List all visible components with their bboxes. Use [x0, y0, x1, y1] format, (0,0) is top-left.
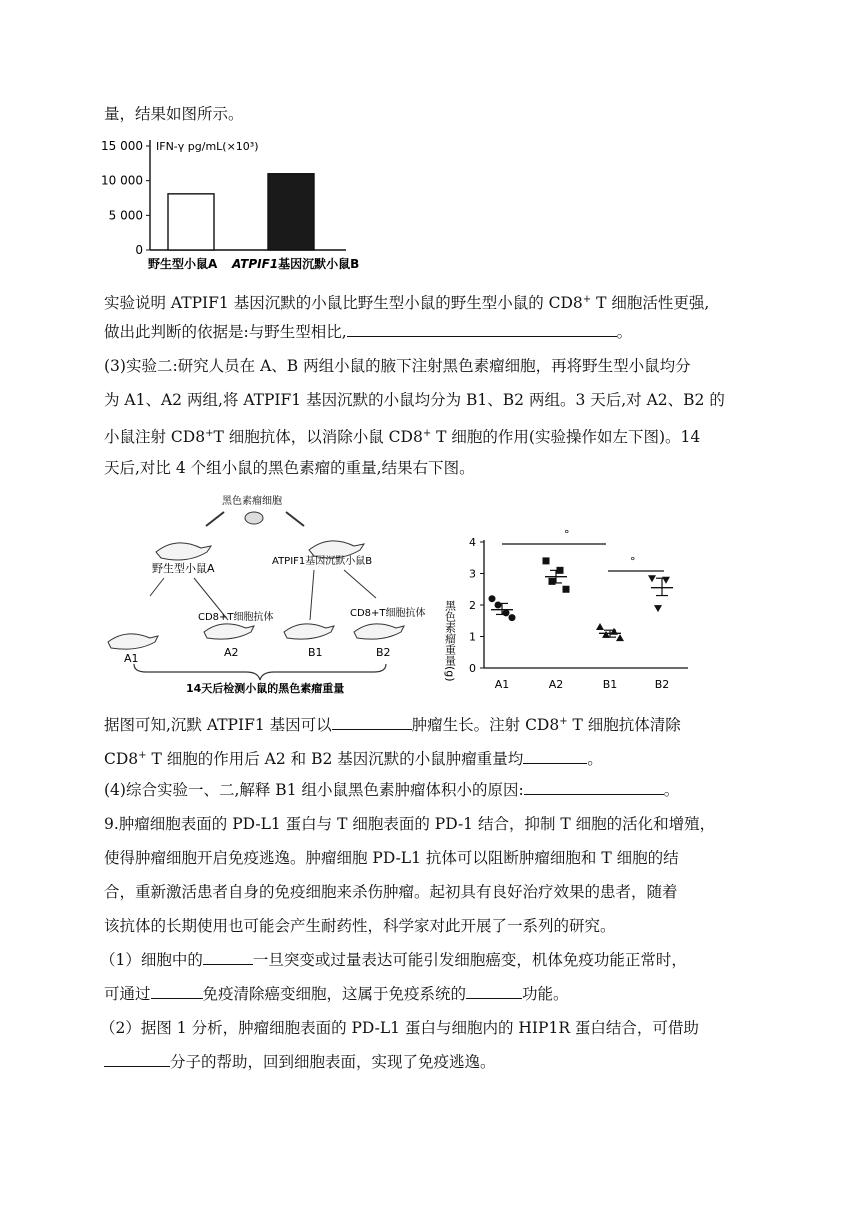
brace	[134, 664, 386, 680]
scatter-y-tick-label: 2	[469, 599, 476, 612]
scatter-x-tick-label: A2	[548, 678, 564, 691]
antibody-label-b: CD8+T细胞抗体	[350, 608, 426, 619]
para2-line3: 小鼠注射 CD8+T 细胞抗体，以消除小鼠 CD8+ T 细胞的作用(实验操作如左下图)。14	[104, 428, 701, 447]
scatter-y-tick-label: 3	[469, 567, 476, 581]
scatter-point-b1	[616, 634, 624, 641]
scatter-y-tick-label: 0	[469, 662, 476, 675]
para2-line4: 天后,对比 4 个组小鼠的黑色素瘤的重量,结果右下图。	[104, 459, 475, 477]
mouse-a-label: 野生型小鼠A	[152, 562, 215, 575]
mouse-b1-icon	[284, 624, 334, 639]
para2-line1: (3)实验二:研究人员在 A、B 两组小鼠的腋下注射黑色素瘤细胞，再将野生型小鼠均分	[104, 357, 691, 375]
scatter-ylabel: 黑色素瘤重量(g)	[443, 600, 457, 682]
answer-blank[interactable]	[523, 749, 587, 764]
significance-mark-1: °	[564, 528, 570, 541]
q9-line2: 使得肿瘤细胞开启免疫逃逸。肿瘤细胞 PD-L1 抗体可以阻断肿瘤细胞和 T 细胞的结	[104, 849, 679, 867]
group-label-b2: B2	[376, 646, 391, 659]
mouse-a1-icon	[108, 634, 158, 649]
scatter-x-tick-label: B1	[602, 678, 618, 691]
bar-y-tick-label: 5 000	[108, 208, 143, 223]
answer-blank[interactable]	[203, 950, 253, 965]
mouse-b-label: ATPIF1基因沉默小鼠B	[272, 556, 373, 567]
answer-blank[interactable]	[466, 984, 522, 999]
brace-label: 14天后检测小鼠的黑色素瘤重量	[186, 682, 345, 695]
answer-blank[interactable]	[347, 322, 617, 337]
antibody-label-a: CD8+T细胞抗体	[198, 612, 274, 623]
para3-line2: CD8+ T 细胞的作用后 A2 和 B2 基因沉默的小鼠肿瘤重量均 。	[104, 750, 603, 769]
experiment-diagram	[104, 490, 434, 700]
para1-line1: 实验说明 ATPIF1 基因沉默的小鼠比野生型小鼠的野生型小鼠的 CD8+ T 细胞活性更强,	[104, 294, 710, 313]
mouse-a2-icon	[204, 624, 254, 639]
para1-line2: 做出此判断的依据是:与野生型相比, 。	[104, 323, 633, 341]
para4: (4)综合实验一、二,解释 B1 组小鼠黑色素肿瘤体积小的原因: 。	[104, 781, 680, 799]
scatter-point-a1	[509, 614, 516, 621]
group-label-b1: B1	[308, 646, 323, 659]
para2-line2: 为 A1、A2 两组,将 ATPIF1 基因沉默的小鼠均分为 B1、B2 两组。3 天后,对 A2、B2 的	[104, 391, 725, 409]
syringe-icon	[286, 512, 304, 526]
answer-blank[interactable]	[332, 715, 412, 730]
q9-1-line1: （1）细胞中的 一旦突变或过量表达可能引发细胞癌变，机体免疫功能正常时，	[100, 951, 687, 969]
significance-mark-2: °	[630, 555, 636, 568]
group-label-a1: A1	[124, 652, 139, 665]
q9-1-line2: 可通过 免疫清除癌变细胞，这属于免疫系统的 功能。	[104, 985, 569, 1003]
scatter-point-b2	[654, 605, 662, 612]
answer-blank[interactable]	[524, 780, 664, 795]
scatter-point-a1	[495, 602, 502, 609]
answer-blank[interactable]	[151, 984, 203, 999]
scatter-point-b2	[648, 575, 656, 582]
para3-line1: 据图可知,沉默 ATPIF1 基因可以 肿瘤生长。注射 CD8+ T 细胞抗体清除	[104, 716, 681, 735]
intro-text: 量，结果如图所示。	[104, 105, 244, 123]
bar-category-label-a: 野生型小鼠A	[148, 257, 218, 271]
scatter-x-tick-label: A1	[494, 678, 510, 691]
tumor-cells-icon	[245, 512, 263, 524]
q9-line3: 合，重新激活患者自身的免疫细胞来杀伤肿瘤。起初具有良好治疗效果的患者，随着	[104, 883, 678, 901]
syringe-icon	[206, 512, 224, 526]
ifn-bar-chart	[88, 132, 388, 272]
bar-y-tick-label: 10 000	[101, 173, 143, 188]
scatter-y-tick-label: 4	[469, 536, 476, 549]
q9-2-line1: （2）据图 1 分析，肿瘤细胞表面的 PD-L1 蛋白与细胞内的 HIP1R 蛋白结合，可借助	[100, 1019, 699, 1037]
arrow	[150, 578, 164, 596]
mouse-a-icon	[156, 543, 211, 560]
bar-wild-type-a	[168, 194, 214, 250]
q9-line4: 该抗体的长期使用也可能会产生耐药性，科学家对此开展了一系列的研究。	[104, 917, 616, 935]
bar-category-label-b: ATPIF1基因沉默小鼠B	[232, 257, 360, 271]
bar-y-tick-label: 0	[135, 243, 143, 257]
scatter-y-tick-label: 1	[469, 630, 476, 644]
bar-y-tick-label: 15 000	[101, 139, 143, 153]
q9-line1: 9.肿瘤细胞表面的 PD-L1 蛋白与 T 细胞表面的 PD-1 结合，抑制 T 细胞的活化和增殖，	[104, 815, 716, 833]
answer-blank[interactable]	[104, 1052, 170, 1067]
arrow	[344, 570, 376, 598]
arrow	[310, 570, 314, 620]
scatter-point-a1	[489, 595, 496, 602]
scatter-point-a2	[563, 586, 570, 593]
bar-atpif1-silenced-b	[268, 174, 314, 250]
mouse-b2-icon	[354, 624, 404, 639]
q9-2-line2: 分子的帮助，回到细胞表面，实现了免疫逃逸。	[104, 1052, 496, 1072]
tumor-weight-scatter	[440, 528, 700, 694]
scatter-x-tick-label: B2	[654, 678, 670, 691]
group-label-a2: A2	[224, 646, 239, 659]
bar-chart-ylabel: IFN-γ pg/mL(×10³)	[156, 140, 259, 153]
scatter-point-b1	[596, 623, 604, 630]
diagram-top-label: 黑色素瘤细胞	[222, 496, 282, 507]
scatter-point-a2	[549, 578, 556, 585]
scatter-point-a2	[543, 557, 550, 564]
